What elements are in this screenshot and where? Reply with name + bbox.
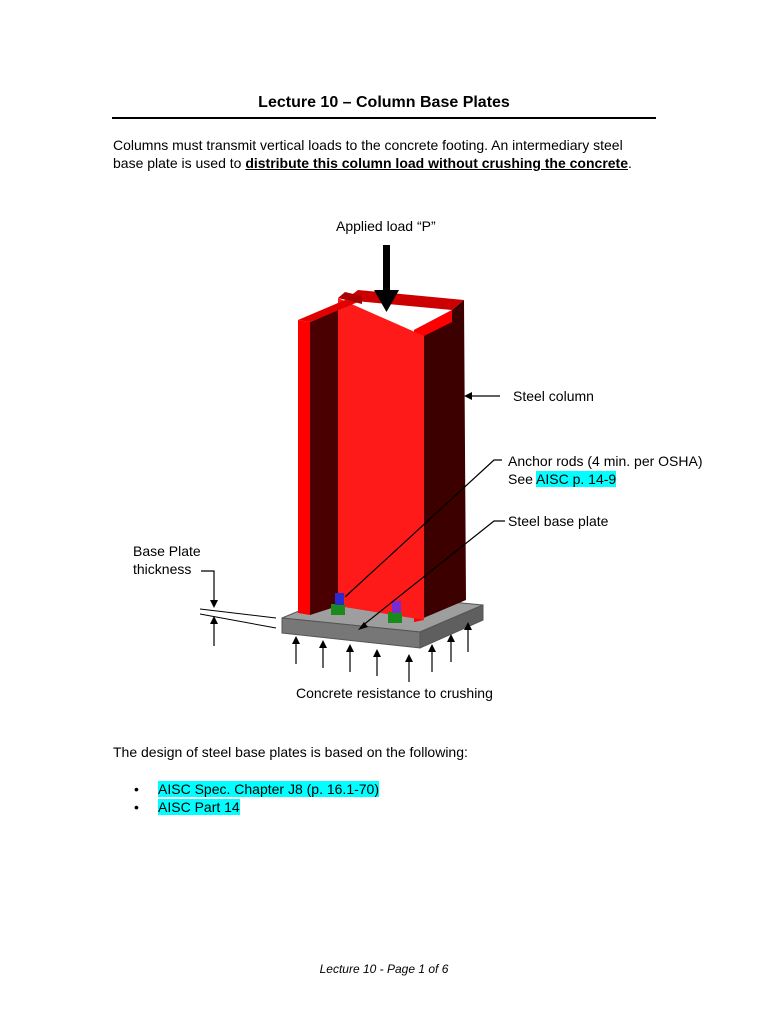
anchor-rods <box>331 593 402 623</box>
thickness-label-line1: Base Plate <box>133 543 201 559</box>
reference-list <box>113 780 379 816</box>
concrete-resistance-label: Concrete resistance to crushing <box>296 685 493 701</box>
anchor-rods-leader <box>345 460 502 597</box>
intro-text-before: Columns must transmit vertical loads to the concrete footing. An intermediary steel base plate is used to <box>113 137 623 171</box>
applied-load-label: Applied load “P” <box>336 218 436 234</box>
page-title: Lecture 10 – Column Base Plates <box>258 94 510 111</box>
title-underline-rule <box>112 117 656 119</box>
list-item <box>113 780 379 798</box>
intro-text-after: . <box>628 155 632 171</box>
bullet-icon: • <box>134 799 139 815</box>
applied-load-arrow <box>374 245 399 312</box>
steel-column <box>298 290 466 622</box>
concrete-resistance-arrows <box>292 622 472 682</box>
bullet-icon: • <box>134 781 139 797</box>
page-footer: Lecture 10 - Page 1 of 6 <box>319 962 449 976</box>
reference-aisc-spec-j8: AISC Spec. Chapter J8 (p. 16.1-70) <box>158 781 379 797</box>
reference-aisc-part-14: AISC Part 14 <box>158 799 240 815</box>
design-basis-intro: The design of steel base plates is based on the following: <box>113 744 468 760</box>
base-plate-leader <box>358 521 505 630</box>
aisc-p14-9-highlight: AISC p. 14-9 <box>536 471 617 487</box>
steel-column-label: Steel column <box>513 388 594 404</box>
anchor-rods-label: Anchor rods (4 min. per OSHA) <box>508 453 703 469</box>
steel-base-plate <box>282 592 483 648</box>
intro-emphasis: distribute this column load without crushing the concrete <box>245 155 629 171</box>
base-plate-label: Steel base plate <box>508 513 609 529</box>
list-item <box>113 798 379 816</box>
thickness-label-line2: thickness <box>133 561 192 577</box>
anchor-rods-see: See <box>508 471 537 487</box>
anchor-rods-reference <box>508 470 616 488</box>
intro-paragraph <box>113 136 653 172</box>
steel-column-leader <box>464 392 500 400</box>
thickness-indicator <box>200 571 276 646</box>
